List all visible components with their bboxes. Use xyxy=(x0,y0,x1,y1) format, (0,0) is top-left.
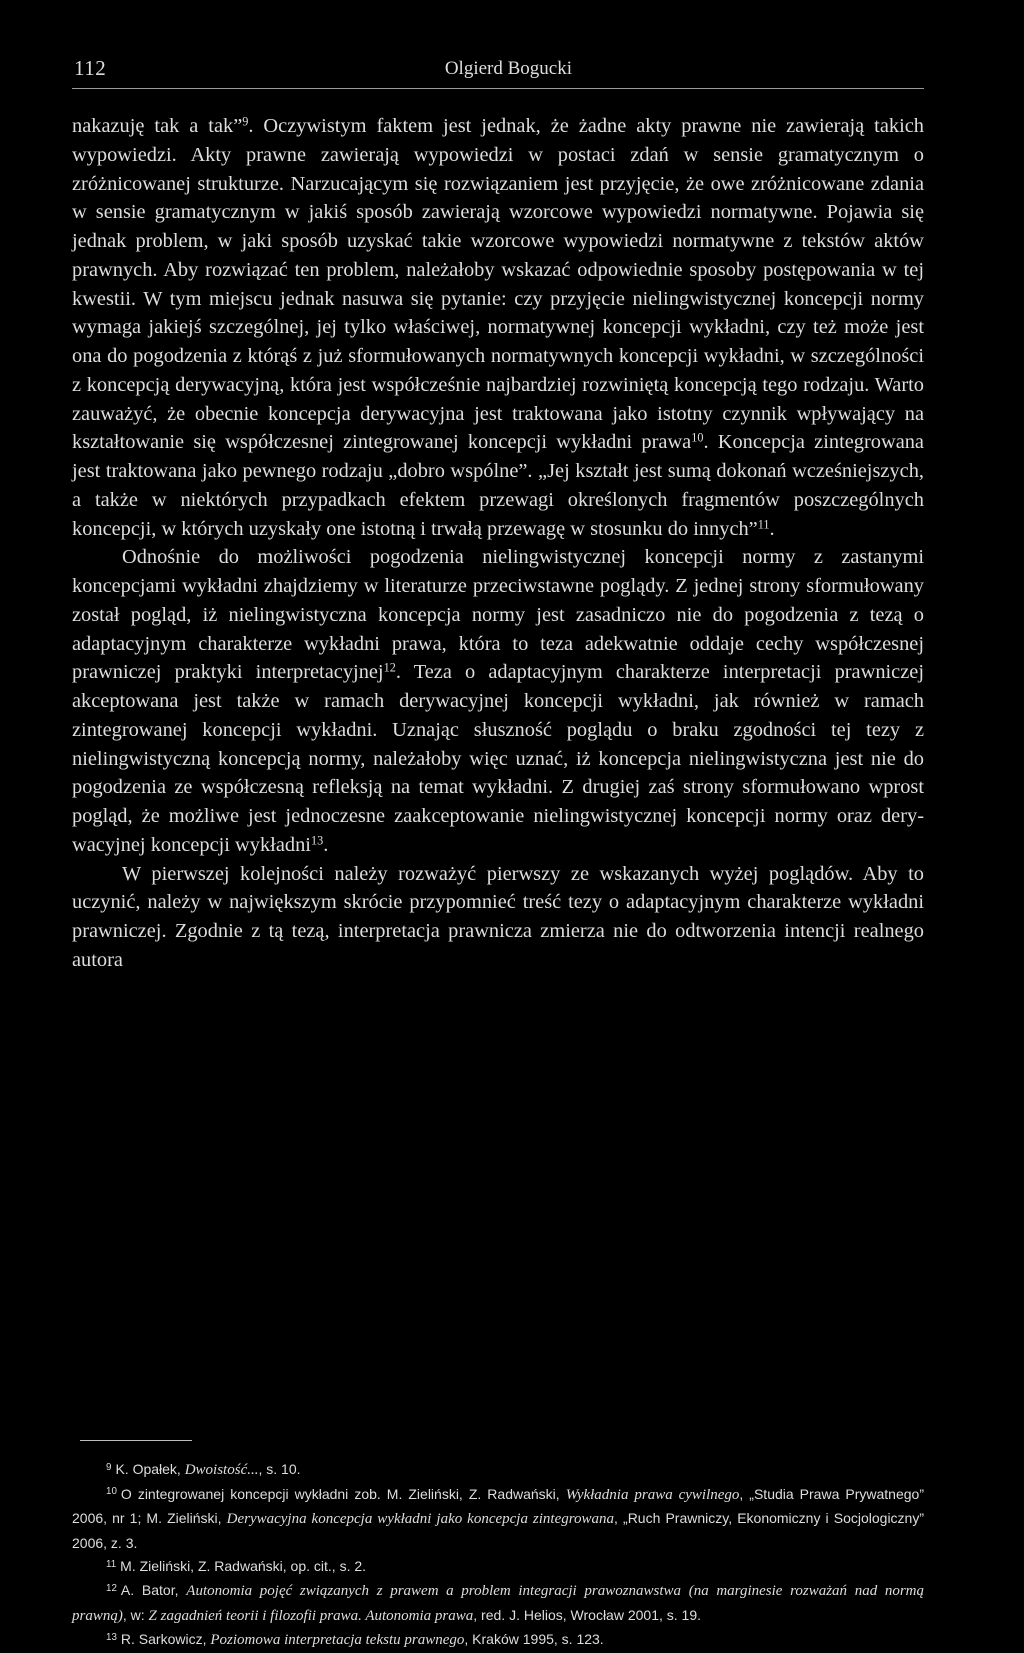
italic-title: Derywacyjna koncepcja wykładni jako koncepcja zintegrowana xyxy=(226,1511,615,1528)
text-run: O zintegrowanej koncepcji wykładni zob. M. Zieliński, Z. Radwański, xyxy=(120,1485,566,1502)
footnote-reference: 9 xyxy=(242,114,249,129)
text-run: M. Zieliński, Z. Radwański, op. cit., s. 2. xyxy=(120,1558,367,1575)
text-run: , „Ruch Prawniczy, Ekonomiczny i Socjologiczny” 2006, z. 3. xyxy=(72,1510,925,1551)
text-run: R. Sarkowicz, xyxy=(120,1631,211,1648)
footnotes xyxy=(72,1458,924,1653)
text-run: . xyxy=(769,517,775,540)
italic-title: Poziomowa interpretacja tekstu prawnego xyxy=(210,1632,465,1649)
italic-title: Dwoistość... xyxy=(184,1462,259,1478)
italic-title: Z zagadnień teorii i filozofii prawa. Autonomia prawa xyxy=(148,1607,474,1624)
paragraph xyxy=(72,860,924,975)
footnote-reference: 12 xyxy=(383,660,396,675)
footnote-number: 9 xyxy=(106,1461,112,1473)
text-run: W pierwszej kolejności należy rozważyć pierwszy ze wskazanych wyżej poglądów. Aby to uczynić, należy w największym skrócie przypomnieć treść tezy o adaptacyjnym charakterze wykładni prawniczej. Zgodnie z tą tezą, interpretacja prawnicza zmierza nie do odtworzenia intencji realnego autora xyxy=(72,862,924,971)
paragraph xyxy=(72,543,924,859)
footnote xyxy=(72,1555,924,1579)
text-run: , w: xyxy=(122,1606,149,1623)
footnote xyxy=(72,1458,924,1483)
text-run: , s. 10. xyxy=(258,1461,301,1477)
text-run: . Oczywistym faktem jest jednak, że żadne akty prawne nie zawierają takich wypowiedzi. Akty prawne zawierają wypowiedzi w postaci zdań w sensie gramatycznym o zróżnicowanej strukturze. Narzucającym się rozwiązaniem jest przyjęcie, że owe zróżnicowane zdania w sensie gramatycznym w jakiś sposób zawierają wzorcowe wypowiedzi normatywne. Pojawia się jednak problem, w jaki sposób uzyskać takie wzorcowe wypowiedzi normatywne z tekstów aktów prawnych. Aby rozwiązać ten problem, należałoby wskazać odpowiednie sposoby postępowania w tej kwestii. W tym miejscu jednak nasuwa się pytanie: czy przyjęcie nielingwistycznej koncepcji normy wymaga jakiejś szczególnej, jej tylko właściwej, normatywnej koncepcji wykładni, czy też może jest ona do pogodzenia z którąś z już sformułowanych normatywnych koncepcji wykładni, w szczególności z koncepcją derywacyjną, która jest współcześnie najbardziej rozwiniętą koncepcją tego rodzaju. Warto zauważyć, że obecnie koncepcja derywacyjna jest traktowana jako istotny czynnik wpływający na kształtowanie się współczesnej zintegrowanej koncepcji wykładni prawa xyxy=(72,115,925,454)
footnote-reference: 10 xyxy=(691,430,704,445)
footnote-number: 10 xyxy=(106,1486,117,1498)
text-run: , „Studia Prawa Prywatnego” 2006, nr 1; M. Zieliński, xyxy=(72,1485,924,1527)
text-run: K. Opałek, xyxy=(115,1461,185,1477)
italic-title: Wykładnia prawa cywilnego xyxy=(565,1486,740,1503)
footnote xyxy=(72,1628,924,1653)
footnote xyxy=(72,1483,924,1556)
text-run: . Teza o adaptacyjnym charakterze interpretacji prawniczej akceptowana jest także w ramach derywacyjnej koncepcji wykładni, jak również w ramach zintegrowanej koncepcji wykładni. Uznając słuszność poglądu o braku zgodności tej tezy z nielingwistyczną koncepcją normy, należałoby więc uznać, iż koncepcja nielingwistyczna jest nie do pogodzenia ze współczesną refleksją na temat wykładni. Z drugiej zaś strony sformułowano wprost pogląd, że możliwe jest jednoczesne zaakceptowanie nielingwistycznej koncepcji normy oraz derywacyjnej koncepcji wykładni xyxy=(72,661,925,856)
footnote-reference: 11 xyxy=(757,516,770,531)
footnote xyxy=(72,1579,924,1628)
italic-title: Autonomia pojęć związanych z prawem a problem integracji prawoznawstwa (na marginesie rozważań nad normą prawną) xyxy=(72,1582,925,1624)
footnote-number: 13 xyxy=(106,1631,117,1643)
footnote-reference: 13 xyxy=(310,833,324,848)
body-text xyxy=(72,112,924,975)
text-run: Odnośnie do możliwości pogodzenia nielingwistycznej koncepcji normy z zastanymi koncepcjami wykładni zhajdziemy w literaturze przeciwstawne poglądy. Z jednej strony sformułowany został pogląd, iż nielingwistyczna koncepcja normy jest zasadniczo nie do pogodzenia z tezą o adaptacyjnym charakterze wykładni prawa, która to teza adekwatnie oddaje cechy współczesnej prawniczej praktyki interpretacyjnej xyxy=(72,546,924,684)
text-run: . Koncepcja zintegrowana jest traktowana jako pewnego rodzaju „dobro wspólne”. „Jej kształt jest sumą dokonań wcześniejszych, a także w niektórych przypadkach efektem przewagi określonych fragmentów poszczególnych koncepcji, w których uzyskały one istotną i trwałą przewagę w stosunku do innych” xyxy=(72,431,924,540)
footnote-separator xyxy=(80,1440,192,1441)
page-header xyxy=(72,48,924,89)
text-run: , Kraków 1995, s. 123. xyxy=(464,1631,604,1648)
text-run: nakazuję tak a tak” xyxy=(72,115,243,137)
page-number: 112 xyxy=(74,56,107,80)
text-run: . xyxy=(323,833,329,856)
text-run: , red. J. Helios, Wrocław 2001, s. 19. xyxy=(473,1606,702,1623)
paragraph xyxy=(72,112,924,543)
text-run: A. Bator, xyxy=(120,1581,187,1598)
footnote-number: 11 xyxy=(106,1558,117,1570)
running-head-author: Olgierd Bogucki xyxy=(444,58,572,79)
footnote-number: 12 xyxy=(106,1582,117,1594)
